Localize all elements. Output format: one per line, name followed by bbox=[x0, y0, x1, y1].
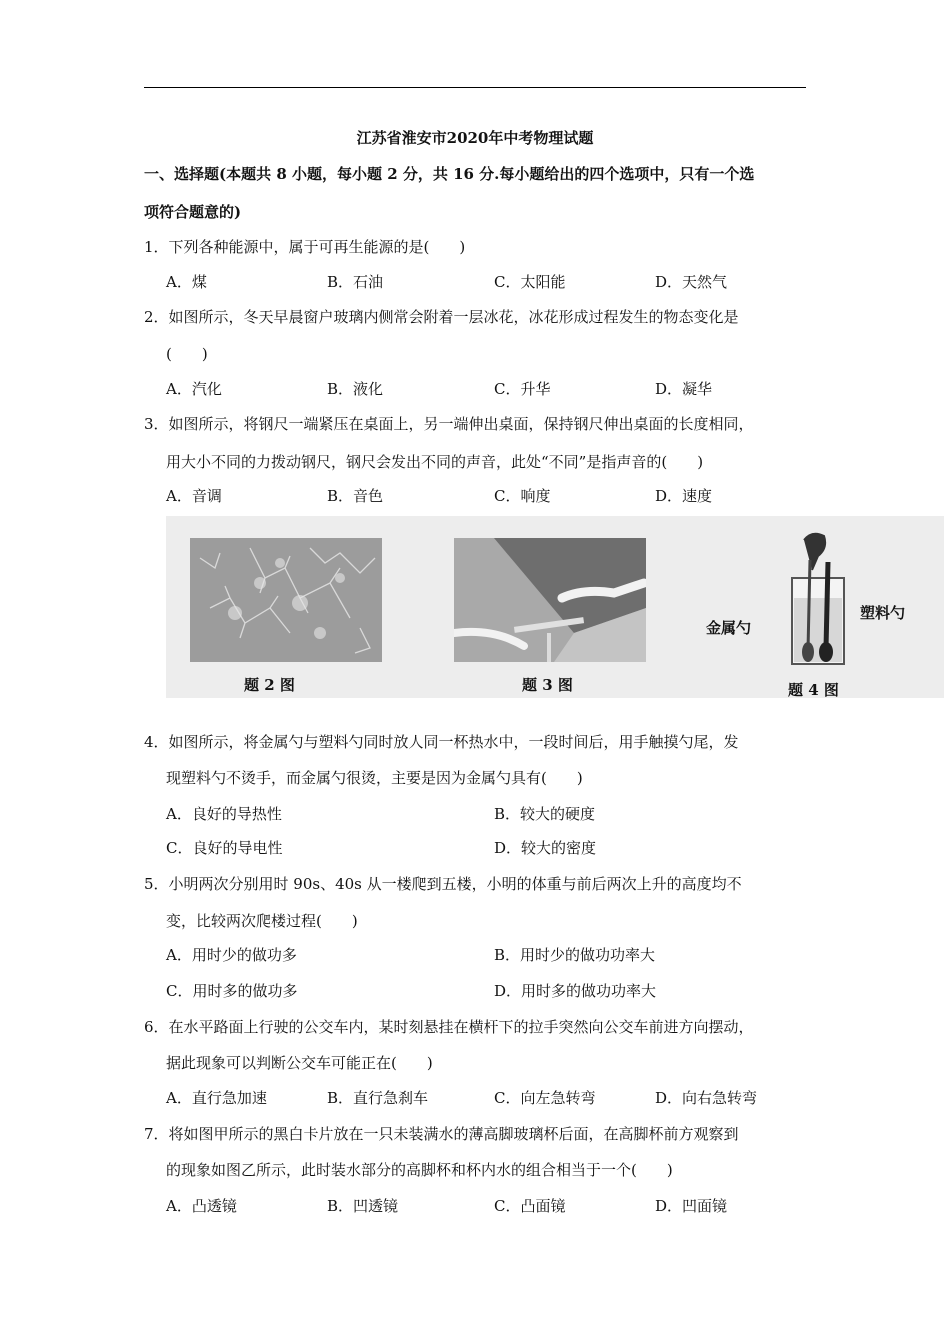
q3-option-a: A．音调 bbox=[166, 487, 222, 505]
q2-option-d: D．凝华 bbox=[655, 380, 713, 398]
question-3-stem: 3．如图所示，将钢尺一端紧压在桌面上，另一端伸出桌面，保持钢尺伸出桌面的长度相同， bbox=[144, 415, 754, 433]
q6-option-b: B．直行急刹车 bbox=[327, 1089, 429, 1107]
q4-option-a: A．良好的导热性 bbox=[166, 805, 282, 823]
q2-option-a: A．汽化 bbox=[166, 380, 222, 398]
q1-option-b: B．石油 bbox=[327, 273, 384, 291]
plastic-spoon-label: 塑料勺 bbox=[860, 604, 906, 622]
question-4-stem-cont: 现塑料勺不烫手，而金属勺很烫，主要是因为金属勺具有( ) bbox=[166, 769, 583, 787]
q5-option-a: A．用时少的做功多 bbox=[166, 946, 297, 964]
ruler-table-image bbox=[454, 538, 646, 662]
q4-option-b: B．较大的硬度 bbox=[494, 805, 596, 823]
figure-strip bbox=[166, 516, 944, 698]
q1-option-a: A．煤 bbox=[166, 273, 207, 291]
header-rule bbox=[144, 87, 806, 88]
section-heading-line2: 项符合题意的) bbox=[144, 203, 242, 221]
question-3-stem-cont: 用大小不同的力拨动钢尺，钢尺会发出不同的声音，此处“不同”是指声音的( ) bbox=[166, 453, 704, 471]
q1-option-c: C．太阳能 bbox=[494, 273, 566, 291]
question-4-stem: 4．如图所示，将金属勺与塑料勺同时放人同一杯热水中，一段时间后，用手触摸勺尾，发 bbox=[144, 733, 739, 751]
question-7-stem-cont: 的现象如图乙所示，此时装水部分的高脚杯和杯内水的组合相当于一个( ) bbox=[166, 1161, 673, 1179]
q7-option-b: B．凹透镜 bbox=[327, 1197, 399, 1215]
q6-option-d: D．向右急转弯 bbox=[655, 1089, 758, 1107]
question-5-stem-cont: 变，比较两次爬楼过程( ) bbox=[166, 912, 358, 930]
q5-option-d: D．用时多的做功功率大 bbox=[494, 982, 657, 1000]
beaker-spoons-image bbox=[782, 530, 854, 666]
q7-option-d: D．凹面镜 bbox=[655, 1197, 728, 1215]
frost-window-image bbox=[190, 538, 382, 662]
question-6-stem-cont: 据此现象可以判断公交车可能正在( ) bbox=[166, 1054, 433, 1072]
figure-4-caption: 题 4 图 bbox=[788, 681, 839, 699]
question-1-stem: 1．下列各种能源中，属于可再生能源的是( ) bbox=[144, 238, 466, 256]
question-2-stem-cont: ( ) bbox=[166, 345, 208, 363]
q3-option-b: B．音色 bbox=[327, 487, 384, 505]
question-7-stem: 7．将如图甲所示的黑白卡片放在一只未装满水的薄高脚玻璃杯后面，在高脚杯前方观察到 bbox=[144, 1125, 739, 1143]
q4-option-c: C．良好的导电性 bbox=[166, 839, 283, 857]
q3-option-c: C．响度 bbox=[494, 487, 551, 505]
q2-option-c: C．升华 bbox=[494, 380, 551, 398]
question-6-stem: 6．在水平路面上行驶的公交车内，某时刻悬挂在横杆下的拉手突然向公交车前进方向摆动， bbox=[144, 1018, 754, 1036]
figure-2-caption: 题 2 图 bbox=[244, 676, 295, 694]
q6-option-a: A．直行急加速 bbox=[166, 1089, 267, 1107]
question-2-stem: 2．如图所示，冬天早晨窗户玻璃内侧常会附着一层冰花，冰花形成过程发生的物态变化是 bbox=[144, 308, 739, 326]
question-5-stem: 5．小明两次分别用时 90s、40s 从一楼爬到五楼，小明的体重与前后两次上升的高度均不 bbox=[144, 875, 742, 893]
q4-option-d: D．较大的密度 bbox=[494, 839, 597, 857]
q5-option-b: B．用时少的做功功率大 bbox=[494, 946, 656, 964]
page-title: 江苏省淮安市2020年中考物理试题 bbox=[356, 129, 594, 147]
figure-3-caption: 题 3 图 bbox=[522, 676, 573, 694]
section-heading-line1: 一、选择题(本题共 8 小题，每小题 2 分，共 16 分.每小题给出的四个选项中，只有一个选 bbox=[144, 165, 755, 183]
q6-option-c: C．向左急转弯 bbox=[494, 1089, 596, 1107]
q5-option-c: C．用时多的做功多 bbox=[166, 982, 298, 1000]
q7-option-c: C．凸面镜 bbox=[494, 1197, 566, 1215]
q7-option-a: A．凸透镜 bbox=[166, 1197, 237, 1215]
q3-option-d: D．速度 bbox=[655, 487, 713, 505]
q2-option-b: B．液化 bbox=[327, 380, 384, 398]
q1-option-d: D．天然气 bbox=[655, 273, 728, 291]
metal-spoon-label: 金属勺 bbox=[706, 619, 752, 637]
